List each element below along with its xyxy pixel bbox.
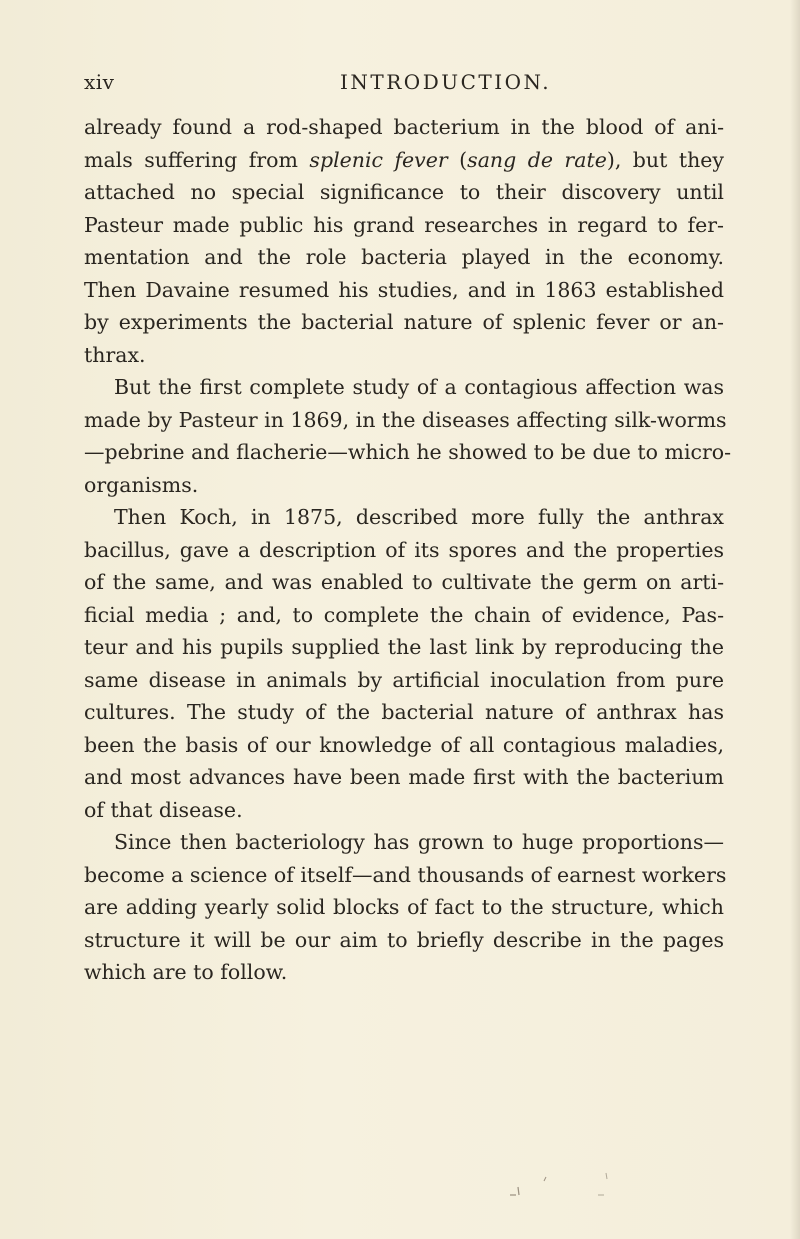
speck [544,1177,546,1181]
page-header [84,70,684,100]
text-line: Then Koch, in 1875, described more fully the anthrax [114,505,724,529]
running-title: INTRODUCTION. [340,70,552,94]
text-line: become a science of itself—and thousands of earnest workers [84,862,727,887]
text-line: same disease in animals by artificial inoculation from pure [84,667,724,692]
text-line: mentation and the role bacteria played in the economy. [84,245,724,269]
text-line: of that disease. [84,797,243,822]
body-text [84,111,732,989]
italic-term: splenic fever [309,147,448,172]
text-line: mals suffering from splenic fever (sang de rate), but they [84,147,724,172]
text-line: of the same, and was enabled to cultivate the germ on arti- [84,570,724,594]
page-edge-shadow [790,0,800,1239]
text-line: Since then bacteriology has grown to huge proportions— [114,830,724,854]
text-line: and most advances have been made first with the bacterium [84,765,724,789]
text-line: ficial media ; and, to complete the chain of evidence, Pas- [84,602,724,627]
text-line: already found a rod-shaped bacterium in the blood of ani- [84,115,724,139]
text-line: teur and his pupils supplied the last link by reproducing the [84,635,724,659]
text-line: But the first complete study of a contagious affection was [114,375,724,399]
text-line: Pasteur made public his grand researches in regard to fer- [84,212,724,237]
speck [518,1187,519,1195]
text-line: Then Davaine resumed his studies, and in 1863 established [84,277,724,302]
text-line: cultures. The study of the bacterial nature of anthrax has [84,700,724,724]
text-line: thrax. [84,342,146,367]
text-line: been the basis of our knowledge of all contagious maladies, [84,732,724,757]
text-line: bacillus, gave a description of its spores and the properties [84,537,724,562]
text-line: by experiments the bacterial nature of splenic fever or an- [84,310,724,334]
text-line: —pebrine and flacherie—which he showed to be due to micro- [84,440,732,464]
text-line: structure it will be our aim to briefly describe in the pages [84,927,724,952]
text-line: attached no special significance to their discovery until [84,180,724,204]
text-line: which are to follow. [84,960,288,984]
page-number: xiv [84,70,115,94]
speck [606,1173,607,1179]
italic-term: sang de rate [467,147,607,172]
text-line: are adding yearly solid blocks of fact to the structure, which [84,895,724,919]
print-specks [500,1165,620,1205]
text-line: organisms. [84,472,199,497]
text-line: made by Pasteur in 1869, in the diseases affecting silk-worms [84,407,727,432]
